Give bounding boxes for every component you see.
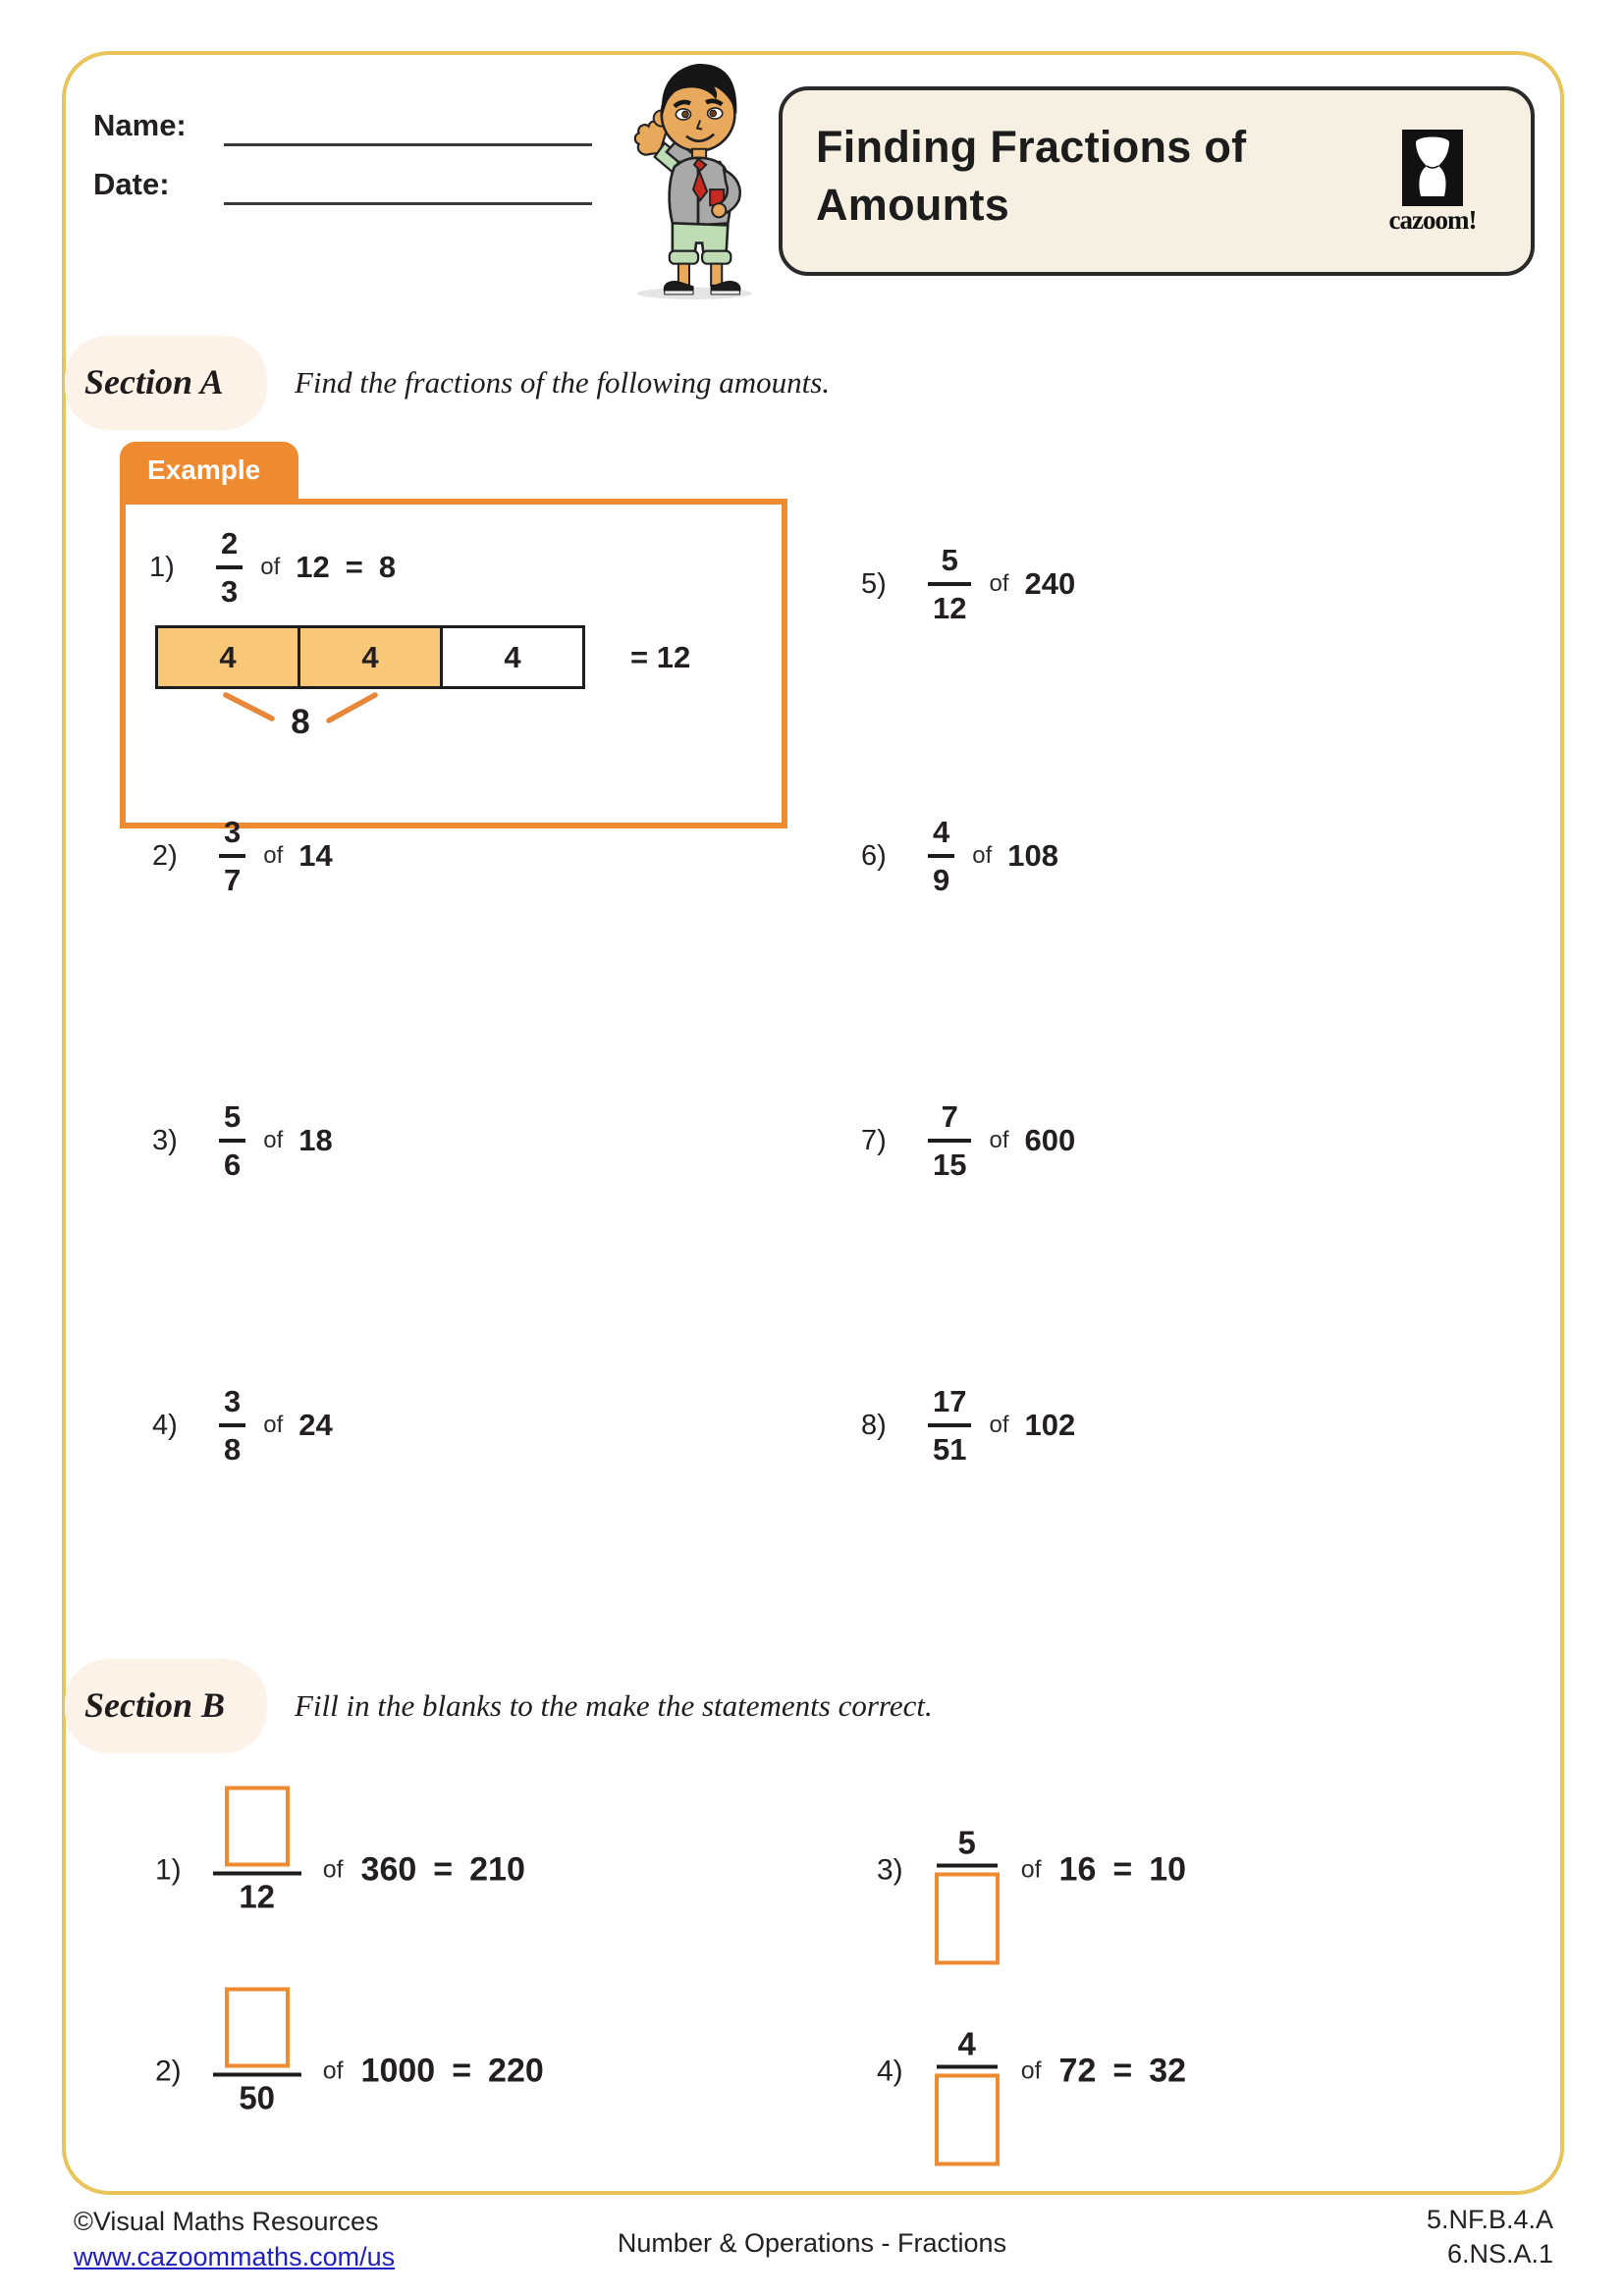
of-word: of xyxy=(989,570,1009,597)
section-b-label: Section B xyxy=(84,1685,226,1725)
amount: 18 xyxy=(298,1123,333,1157)
name-label: Name: xyxy=(93,108,187,142)
blank-denominator-box[interactable] xyxy=(935,2074,1000,2166)
fraction xyxy=(219,1101,245,1180)
fraction-numerator: 17 xyxy=(933,1384,967,1418)
fraction-denominator: 15 xyxy=(933,1148,967,1182)
problem-number: 1) xyxy=(155,1853,182,1886)
of-word: of xyxy=(322,1855,344,1884)
fraction-bar xyxy=(213,2073,301,2077)
fraction-numerator: 3 xyxy=(224,1384,242,1418)
fraction-numerator: 5 xyxy=(957,1824,976,1861)
blank-numerator-box[interactable] xyxy=(225,1787,290,1867)
answer: 8 xyxy=(378,550,397,584)
fraction-numerator: 2 xyxy=(221,526,239,561)
fraction-bar xyxy=(213,1872,301,1876)
problem-number: 2) xyxy=(155,2055,182,2087)
problem-5 xyxy=(861,545,1075,623)
equals-sign: = xyxy=(452,2052,472,2090)
amount: 12 xyxy=(296,550,330,584)
fraction-numerator: 4 xyxy=(957,2025,976,2062)
fraction-bar xyxy=(937,2065,998,2069)
of-word: of xyxy=(1020,1855,1042,1884)
fraction xyxy=(935,1824,1000,1965)
fraction-denominator: 12 xyxy=(933,591,967,625)
section-b-instruction: Fill in the blanks to the make the statements correct. xyxy=(295,1688,933,1723)
website-link[interactable]: www.cazoommaths.com/us xyxy=(74,2242,396,2271)
fraction-numerator: 4 xyxy=(933,815,950,849)
equals-sign: = xyxy=(1112,1850,1133,1889)
fraction-numerator: 7 xyxy=(941,1099,958,1134)
amount: 24 xyxy=(298,1408,333,1442)
title-box xyxy=(779,86,1535,276)
section-a-instruction: Find the fractions of the following amounts. xyxy=(295,365,831,400)
fraction-denominator: 8 xyxy=(224,1432,242,1467)
of-word: of xyxy=(260,554,281,580)
fraction-denominator: 9 xyxy=(933,863,950,897)
result: 210 xyxy=(469,1850,525,1889)
of-word: of xyxy=(263,842,284,869)
date-label: Date: xyxy=(93,167,170,201)
problem-3 xyxy=(152,1101,333,1180)
fraction-numerator: 3 xyxy=(224,815,242,849)
problem-number: 4) xyxy=(152,1409,178,1441)
of-word: of xyxy=(972,842,993,869)
amount: 108 xyxy=(1007,838,1058,873)
problem-8 xyxy=(861,1386,1075,1465)
amount: 16 xyxy=(1058,1850,1097,1889)
pointer-label: 8 xyxy=(291,703,310,741)
problem-6 xyxy=(861,817,1058,895)
problem-number: 3) xyxy=(152,1124,178,1156)
amount: 1000 xyxy=(360,2052,436,2090)
problem-4 xyxy=(152,1386,333,1465)
of-word: of xyxy=(989,1127,1009,1153)
bar-total: = 12 xyxy=(630,639,691,674)
problem-number: 3) xyxy=(877,1853,903,1886)
fraction xyxy=(928,545,971,623)
blank-numerator-box[interactable] xyxy=(225,1988,290,2068)
fraction xyxy=(213,1988,301,2114)
problem-7 xyxy=(861,1101,1075,1180)
fraction-denominator: 50 xyxy=(239,2079,276,2116)
bar-cell xyxy=(155,625,300,689)
bar-cell xyxy=(440,625,585,689)
problem-number: 1) xyxy=(149,551,175,583)
fraction-denominator: 7 xyxy=(224,863,242,897)
problem-number: 2) xyxy=(152,839,178,872)
of-word: of xyxy=(263,1412,284,1438)
fraction-denominator: 3 xyxy=(221,574,239,609)
problem-number: 5) xyxy=(861,567,887,600)
fraction xyxy=(219,1386,245,1465)
equals-sign: = xyxy=(433,1850,454,1889)
amount: 72 xyxy=(1058,2052,1097,2090)
problem-number: 4) xyxy=(877,2055,903,2087)
bar-cell xyxy=(298,625,443,689)
equals-sign: = xyxy=(345,550,363,584)
fraction xyxy=(928,1101,971,1180)
fraction xyxy=(213,1787,301,1913)
problem-number: 8) xyxy=(861,1409,887,1441)
bar-cell-value: 4 xyxy=(504,639,521,674)
standard-code-2: 6.NS.A.1 xyxy=(1446,2239,1553,2269)
fraction xyxy=(219,817,245,895)
bar-cell-value: 4 xyxy=(219,639,237,674)
b-problem-3 xyxy=(877,1776,1186,1965)
b-problem-4 xyxy=(877,1977,1186,2166)
fraction-numerator: 5 xyxy=(941,543,958,577)
of-word: of xyxy=(263,1127,284,1153)
fraction-bar xyxy=(937,1864,998,1868)
bar-model xyxy=(155,625,690,689)
of-word: of xyxy=(989,1412,1009,1438)
problem-2 xyxy=(152,817,333,895)
result: 10 xyxy=(1149,1850,1187,1889)
of-word: of xyxy=(1020,2056,1042,2085)
fraction xyxy=(216,528,243,607)
amount: 360 xyxy=(360,1850,417,1889)
of-word: of xyxy=(322,2056,344,2085)
result: 220 xyxy=(488,2052,544,2090)
date-input-line[interactable] xyxy=(224,202,592,205)
b-problem-1 xyxy=(155,1787,525,1954)
b-problem-2 xyxy=(155,1988,544,2156)
fraction-denominator: 51 xyxy=(933,1432,967,1467)
amount: 102 xyxy=(1024,1408,1076,1442)
cazoom-drum-icon xyxy=(1402,130,1463,206)
fraction-numerator: 5 xyxy=(224,1099,242,1134)
result: 32 xyxy=(1149,2052,1187,2090)
blank-denominator-box[interactable] xyxy=(935,1873,1000,1965)
amount: 14 xyxy=(298,838,333,873)
amount: 240 xyxy=(1024,566,1076,601)
student-character-illustration xyxy=(615,55,766,300)
problem-number: 7) xyxy=(861,1124,887,1156)
section-a-label: Section A xyxy=(84,362,224,401)
copyright-text: ©Visual Maths Resources xyxy=(74,2207,379,2236)
category-text: Number & Operations - Fractions xyxy=(617,2228,1007,2258)
fraction-denominator: 6 xyxy=(224,1148,242,1182)
bar-cell-value: 4 xyxy=(361,639,379,674)
example-problem xyxy=(149,528,396,607)
fraction xyxy=(928,1386,971,1465)
equals-sign: = xyxy=(1112,2052,1133,2090)
worksheet-title: Finding Fractions of Amounts xyxy=(816,122,1247,231)
fraction xyxy=(928,817,954,895)
name-input-line[interactable] xyxy=(224,143,592,146)
problem-number: 6) xyxy=(861,839,887,872)
cazoom-logo xyxy=(1366,130,1499,236)
example-tab: Example xyxy=(120,442,298,501)
cazoom-logo-text: cazoom! xyxy=(1388,205,1477,235)
fraction-denominator: 12 xyxy=(239,1878,276,1915)
standard-code-1: 5.NF.B.4.A xyxy=(1426,2205,1553,2234)
fraction xyxy=(935,2025,1000,2166)
amount: 600 xyxy=(1024,1123,1076,1157)
